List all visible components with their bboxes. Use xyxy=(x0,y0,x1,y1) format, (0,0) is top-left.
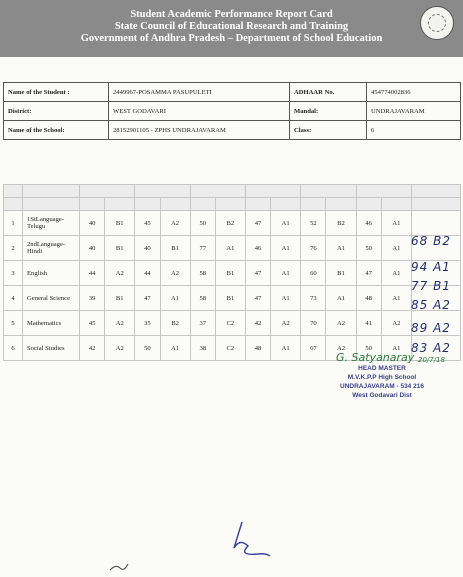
grade-cell: A2 xyxy=(105,261,135,286)
mandal-label: Mandal: xyxy=(290,102,367,121)
mark-cell: 47 xyxy=(245,261,270,286)
mark-cell: 50 xyxy=(135,336,160,361)
serial-number: 2 xyxy=(4,236,23,261)
table-row xyxy=(4,311,461,336)
faded-header-cell xyxy=(4,185,23,198)
mark-cell: 47 xyxy=(245,286,270,311)
grade-cell: A1 xyxy=(326,286,356,311)
grade-cell: A1 xyxy=(160,336,190,361)
faded-header-cell xyxy=(105,198,135,211)
subject-name: General Science xyxy=(23,286,80,311)
faded-header-cell xyxy=(381,198,411,211)
faded-header-cell xyxy=(271,198,301,211)
mark-cell: 47 xyxy=(356,261,381,286)
school-value: 28152901105 - ZPHS UNDRAJAVARAM xyxy=(109,121,290,140)
mark-cell: 40 xyxy=(80,236,105,261)
handwritten-grade: 89 A2 xyxy=(411,321,451,335)
district-value: WEST GODAVARI xyxy=(109,102,290,121)
table-row xyxy=(4,236,461,261)
marks-table xyxy=(3,184,461,361)
mark-cell: 46 xyxy=(356,211,381,236)
grade-cell: A2 xyxy=(105,336,135,361)
mark-cell: 50 xyxy=(190,211,215,236)
class-value: 6 xyxy=(367,121,461,140)
mark-cell: 70 xyxy=(301,311,326,336)
faded-header-cell xyxy=(190,185,245,198)
faded-header-cell xyxy=(135,185,190,198)
faded-header-cell xyxy=(160,198,190,211)
headmaster-signature: G. Satyanaray xyxy=(336,351,415,364)
stamp-place: UNDRAJAVARAM - 534 216 xyxy=(340,383,424,390)
grade-cell: A2 xyxy=(326,311,356,336)
grade-cell: B2 xyxy=(160,311,190,336)
class-label: Class: xyxy=(290,121,367,140)
school-label: Name of the School: xyxy=(4,121,109,140)
mark-cell: 73 xyxy=(301,286,326,311)
mark-cell: 58 xyxy=(190,286,215,311)
district-label: District: xyxy=(4,102,109,121)
serial-number: 4 xyxy=(4,286,23,311)
grade-cell: B1 xyxy=(105,236,135,261)
ink-scribble-icon xyxy=(228,520,276,560)
school-stamp xyxy=(312,364,452,400)
table-row xyxy=(4,286,461,311)
grade-cell: B2 xyxy=(215,211,245,236)
mark-cell: 60 xyxy=(301,261,326,286)
mark-cell: 35 xyxy=(135,311,160,336)
subject-name: 1StLanguage-Telugu xyxy=(23,211,80,236)
grade-cell: A1 xyxy=(271,286,301,311)
mark-cell: 50 xyxy=(356,336,381,361)
mark-cell: 42 xyxy=(245,311,270,336)
handwritten-grade: 83 A2 xyxy=(411,341,451,355)
grade-cell: B1 xyxy=(105,286,135,311)
grade-cell: B2 xyxy=(326,211,356,236)
grade-cell: A2 xyxy=(381,311,411,336)
grade-cell: A1 xyxy=(381,336,411,361)
faded-header-cell xyxy=(245,185,300,198)
handwritten-grade: 77 B1 xyxy=(411,279,451,293)
stamp-district: West Godavari Dist xyxy=(352,392,412,399)
grade-cell: A1 xyxy=(381,211,411,236)
mark-cell: 47 xyxy=(245,211,270,236)
grade-cell: A2 xyxy=(271,311,301,336)
serial-number: 3 xyxy=(4,261,23,286)
faded-header-cell xyxy=(356,185,411,198)
subject-name: Social Studies xyxy=(23,336,80,361)
mark-cell: 41 xyxy=(356,311,381,336)
grade-cell: C2 xyxy=(215,336,245,361)
aadhaar-value: 454774002836 xyxy=(367,83,461,102)
grade-cell: B1 xyxy=(215,261,245,286)
header-council: State Council of Educational Research and Training xyxy=(114,21,349,32)
faded-header-cell xyxy=(135,198,160,211)
government-seal-icon xyxy=(420,6,454,40)
mark-cell: 45 xyxy=(80,311,105,336)
faded-header-cell xyxy=(80,185,135,198)
grade-cell: B1 xyxy=(160,236,190,261)
stamp-title: HEAD MASTER xyxy=(358,365,406,372)
grade-cell: A1 xyxy=(381,286,411,311)
subject-name: English xyxy=(23,261,80,286)
aadhaar-label: ADHAAR No. xyxy=(290,83,367,102)
report-header xyxy=(0,0,463,57)
grade-cell: A1 xyxy=(215,236,245,261)
mark-cell: 44 xyxy=(80,261,105,286)
grade-cell: B1 xyxy=(215,286,245,311)
grade-cell: A1 xyxy=(326,236,356,261)
grade-cell: A1 xyxy=(271,336,301,361)
grade-cell: A2 xyxy=(105,311,135,336)
faded-header-cell xyxy=(190,198,215,211)
signature-date: 20/7/18 xyxy=(418,356,445,364)
grade-cell: A2 xyxy=(326,336,356,361)
faded-header-cell xyxy=(23,198,80,211)
handwritten-grade: 68 B2 xyxy=(411,234,451,248)
mark-cell: 67 xyxy=(301,336,326,361)
faded-header-cell xyxy=(215,198,245,211)
mark-cell: 52 xyxy=(301,211,326,236)
mark-cell: 42 xyxy=(80,336,105,361)
faded-header-cell xyxy=(4,198,23,211)
faded-header-cell xyxy=(301,198,326,211)
grade-cell: A2 xyxy=(160,211,190,236)
grade-cell: A1 xyxy=(381,236,411,261)
subject-name: Mathematics xyxy=(23,311,80,336)
pen-mark-icon xyxy=(108,560,130,574)
faded-header-cell xyxy=(23,185,80,198)
grade-cell: B1 xyxy=(326,261,356,286)
handwritten-grade: 85 A2 xyxy=(411,298,451,312)
mark-cell: 58 xyxy=(190,261,215,286)
mark-cell: 37 xyxy=(190,311,215,336)
handwritten-grade: 94 A1 xyxy=(411,260,451,274)
grade-cell: A2 xyxy=(160,261,190,286)
faded-header-cell xyxy=(412,185,461,198)
mark-cell: 39 xyxy=(80,286,105,311)
student-info-table xyxy=(3,82,461,140)
mark-cell: 45 xyxy=(135,211,160,236)
grade-cell: A1 xyxy=(271,236,301,261)
serial-number: 5 xyxy=(4,311,23,336)
faded-header-cell xyxy=(356,198,381,211)
mandal-value: UNDRAJAVARAM xyxy=(367,102,461,121)
grade-cell: A1 xyxy=(160,286,190,311)
serial-number: 6 xyxy=(4,336,23,361)
mark-cell: 48 xyxy=(356,286,381,311)
grade-cell: A1 xyxy=(271,211,301,236)
mark-cell: 47 xyxy=(135,286,160,311)
mark-cell: 77 xyxy=(190,236,215,261)
grade-cell: A1 xyxy=(381,261,411,286)
serial-number: 1 xyxy=(4,211,23,236)
mark-cell: 48 xyxy=(245,336,270,361)
mark-cell: 44 xyxy=(135,261,160,286)
table-row xyxy=(4,211,461,236)
mark-cell: 46 xyxy=(245,236,270,261)
faded-header-cell xyxy=(301,185,356,198)
mark-cell: 50 xyxy=(356,236,381,261)
mark-cell: 40 xyxy=(135,236,160,261)
grade-cell: B1 xyxy=(105,211,135,236)
header-government: Government of Andhra Pradesh – Department of School Education xyxy=(80,33,383,44)
subject-name: 2ndLanguage-Hindi xyxy=(23,236,80,261)
header-title: Student Academic Performance Report Card xyxy=(130,9,333,20)
student-name-label: Name of the Student : xyxy=(4,83,109,102)
grade-cell: C2 xyxy=(215,311,245,336)
faded-header-cell xyxy=(245,198,270,211)
faded-header-cell xyxy=(326,198,356,211)
faded-header-cell xyxy=(80,198,105,211)
faded-header-cell xyxy=(412,198,461,211)
student-name-value: 2449967-POSAMMA PASUPULETI xyxy=(109,83,290,102)
table-row xyxy=(4,261,461,286)
stamp-school: M.V.K.P.P High School xyxy=(347,374,417,381)
mark-cell: 38 xyxy=(190,336,215,361)
final-cell xyxy=(412,211,461,236)
mark-cell: 40 xyxy=(80,211,105,236)
grade-cell: A1 xyxy=(271,261,301,286)
mark-cell: 76 xyxy=(301,236,326,261)
